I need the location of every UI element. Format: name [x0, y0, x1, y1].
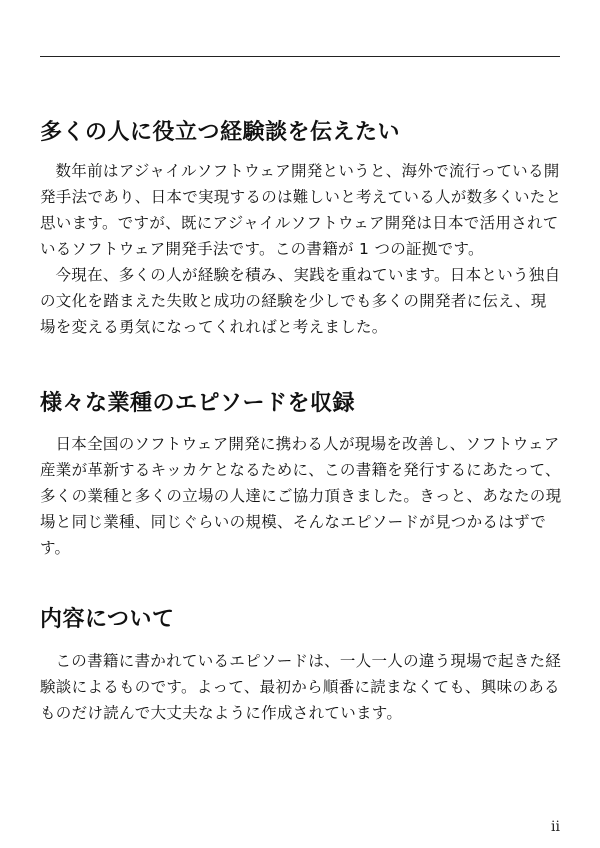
- section-paragraph: 数年前はアジャイルソフトウェア開発というと、海外で流行っている開発手法であり、日本で実現するのは難しいと考えている人が数多くいたと思います。ですが、既にアジャイルソフトウェア開発は日本で活用されているソフトウェア開発手法です。この書籍が 1 つの証拠です。: [40, 162, 562, 258]
- section-heading-various-industries: 様々な業種のエピソードを収録: [40, 391, 356, 416]
- page-number: ii: [551, 819, 560, 835]
- section-heading-about-contents: 内容について: [40, 607, 175, 632]
- top-rule: [40, 56, 560, 57]
- section-paragraph: この書籍に書かれているエピソードは、一人一人の違う現場で起きた経験談によるものです。よって、最初から順番に読まなくても、興味のあるものだけ読んで大丈夫なように作成されています。: [40, 652, 562, 722]
- section-heading-share-experience: 多くの人に役立つ経験談を伝えたい: [40, 120, 401, 145]
- section-paragraph: 今現在、多くの人が経験を積み、実践を重ねています。日本という独自の文化を踏まえた失敗と成功の経験を少しでも多くの開発者に伝え、現場を変える勇気になってくれればと考えました。: [40, 266, 561, 336]
- section-paragraph: 日本全国のソフトウェア開発に携わる人が現場を改善し、ソフトウェア産業が革新するキッカケとなるために、この書籍を発行するにあたって、多くの業種と多くの立場の人達にご協力頂きました。きっと、あなたの現場と同じ業種、同じぐらいの規模、そんなエピソードが見つかるはずです。: [40, 435, 562, 557]
